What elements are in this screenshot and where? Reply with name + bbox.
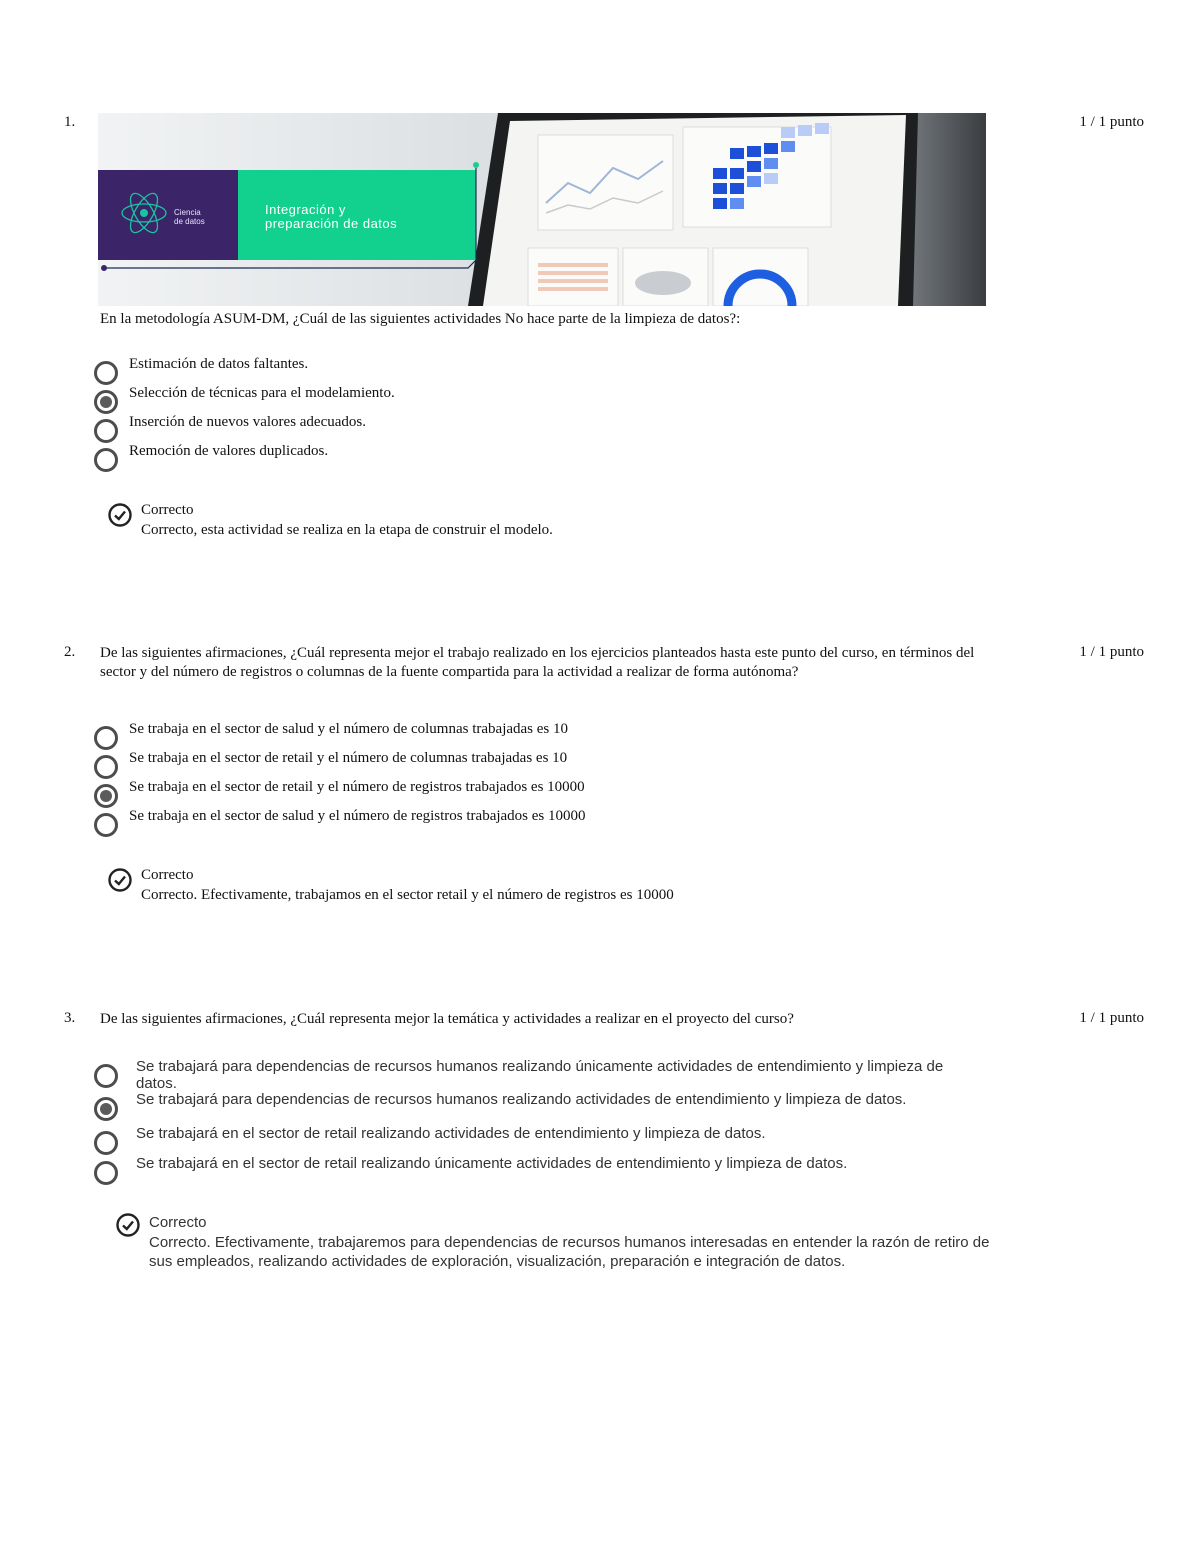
option-label: Se trabaja en el sector de retail y el número de registros trabajados es 10000 [129, 779, 585, 795]
question-3-number: 3. [64, 1010, 76, 1026]
radio-button-selected[interactable] [94, 390, 118, 414]
radio-button-selected[interactable] [94, 784, 118, 808]
feedback-title: Correcto [141, 502, 194, 518]
check-circle-icon [107, 502, 133, 528]
check-circle-icon [107, 867, 133, 893]
question-2-option-1[interactable] [94, 720, 994, 748]
radio-button[interactable] [94, 419, 118, 443]
radio-button[interactable] [94, 1131, 118, 1155]
feedback-text: Correcto, esta actividad se realiza en la etapa de construir el modelo. [141, 522, 553, 538]
option-label: Se trabajará para dependencias de recursos humanos realizando únicamente actividades de entendimiento y limpieza de datos. [136, 1058, 944, 1092]
radio-button[interactable] [94, 755, 118, 779]
question-1-points: 1 / 1 punto [1079, 114, 1144, 130]
option-label: Remoción de valores duplicados. [129, 443, 329, 459]
question-1-option-1[interactable] [94, 355, 994, 383]
feedback-title: Correcto [149, 1214, 207, 1231]
radio-button[interactable] [94, 1064, 118, 1088]
question-3-feedback [115, 1213, 1015, 1293]
radio-button[interactable] [94, 361, 118, 385]
option-label: Se trabajará en el sector de retail realizando únicamente actividades de entendimiento y limpieza de datos. [136, 1155, 848, 1172]
question-1-option-4[interactable] [94, 442, 994, 470]
option-label: Estimación de datos faltantes. [129, 356, 309, 372]
question-3-option-3[interactable] [94, 1125, 994, 1153]
question-2-text: De las siguientes afirmaciones, ¿Cuál representa mejor el trabajo realizado en los ejercicios planteados hasta este punto del curso, en términos del sector y del número de registros o columnas de la fuente compartida para la actividad a realizar de forma autónoma? [100, 645, 975, 680]
question-1-option-2[interactable] [94, 384, 994, 412]
feedback-title: Correcto [141, 867, 194, 883]
option-label: Se trabajará en el sector de retail realizando actividades de entendimiento y limpieza de datos. [136, 1125, 766, 1142]
question-3-option-1[interactable] [94, 1058, 994, 1092]
banner-laptop-illustration [98, 113, 986, 306]
question-3-option-4[interactable] [94, 1155, 994, 1183]
question-2-option-3[interactable] [94, 778, 994, 806]
radio-button[interactable] [94, 448, 118, 472]
question-2-feedback [107, 866, 1007, 908]
radio-button-selected[interactable] [94, 1097, 118, 1121]
banner-logo-text: Ciencia de datos [174, 208, 205, 226]
question-1-option-3[interactable] [94, 413, 994, 441]
option-label: Se trabaja en el sector de retail y el número de columnas trabajadas es 10 [129, 750, 568, 766]
feedback-text: Correcto. Efectivamente, trabajamos en el sector retail y el número de registros es 10000 [141, 887, 674, 903]
radio-button[interactable] [94, 726, 118, 750]
question-2-option-2[interactable] [94, 749, 994, 777]
radio-button[interactable] [94, 1161, 118, 1185]
option-label: Se trabaja en el sector de salud y el número de columnas trabajadas es 10 [129, 721, 569, 737]
option-label: Se trabaja en el sector de salud y el número de registros trabajados es 10000 [129, 808, 586, 824]
feedback-text: Correcto. Efectivamente, trabajaremos para dependencias de recursos humanos interesadas en entender la razón de retiro de sus empleados, realizando actividades de exploración, visualización, preparación e integración de datos. [149, 1234, 990, 1270]
question-3-text: De las siguientes afirmaciones, ¿Cuál representa mejor la temática y actividades a realizar en el proyecto del curso? [100, 1011, 794, 1027]
radio-button[interactable] [94, 813, 118, 837]
banner-title: Integración y preparación de datos [265, 202, 398, 231]
option-label: Se trabajará para dependencias de recursos humanos realizando actividades de entendimiento y limpieza de datos. [136, 1091, 907, 1108]
check-circle-icon [115, 1212, 141, 1238]
question-2-number: 2. [64, 644, 76, 660]
question-1-feedback [107, 501, 1007, 543]
question-3-option-2[interactable] [94, 1091, 994, 1125]
question-1-text: En la metodología ASUM-DM, ¿Cuál de las siguientes actividades No hace parte de la limpieza de datos?: [100, 311, 741, 327]
course-banner-image [98, 113, 986, 306]
option-label: Selección de técnicas para el modelamiento. [129, 385, 395, 401]
question-2-points: 1 / 1 punto [1079, 644, 1144, 660]
question-2-option-4[interactable] [94, 807, 994, 835]
option-label: Inserción de nuevos valores adecuados. [129, 414, 366, 430]
question-1-number: 1. [64, 114, 76, 130]
question-3-points: 1 / 1 punto [1079, 1010, 1144, 1026]
